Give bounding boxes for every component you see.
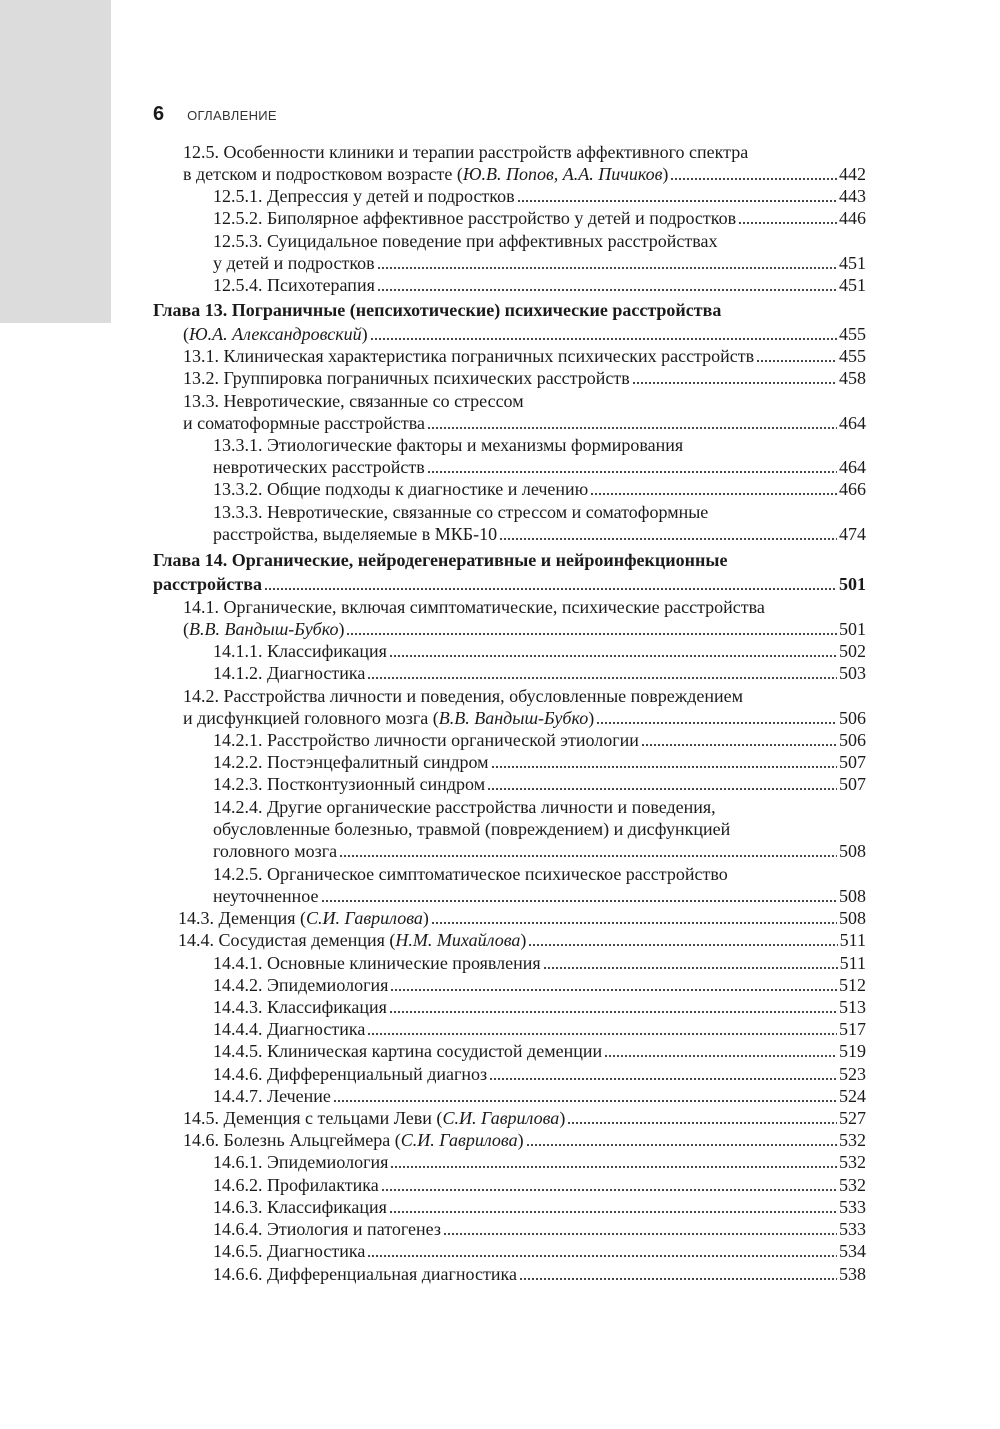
toc-author: В.В. Вандыш-Бубко: [438, 708, 589, 728]
toc-page-number: 533: [839, 1219, 866, 1239]
toc-entry: [183, 707, 866, 729]
dot-leader: [427, 470, 837, 474]
toc-entry: [213, 773, 866, 795]
toc-entry-text: 14.5. Деменция с тельцами Леви (С.И. Гаврилова): [183, 1108, 566, 1128]
toc-entry: [183, 618, 866, 640]
toc-entry-line: [183, 685, 866, 707]
dot-leader: [487, 787, 837, 791]
toc-entry: [178, 907, 866, 929]
toc-entry-text: 14.6. Болезнь Альцгеймера (С.И. Гаврилова): [183, 1130, 524, 1150]
toc-entry: [183, 163, 866, 185]
toc-entry: [213, 640, 866, 662]
toc-page-number: 527: [839, 1108, 866, 1128]
dot-leader: [641, 743, 837, 747]
toc-entry-text: 14.4.7. Лечение: [213, 1086, 331, 1106]
toc-entry: [213, 974, 866, 996]
toc-page-number: 506: [839, 730, 866, 750]
toc-page-number: 538: [839, 1264, 866, 1284]
toc-entry-text: 13.3.3. Невротические, связанные со стрессом и соматоформные: [213, 502, 709, 522]
running-head: ОГЛАВЛЕНИЕ: [187, 108, 277, 123]
toc-entry: [183, 1129, 866, 1151]
dot-leader: [339, 854, 837, 858]
toc-page-number: 458: [839, 368, 866, 388]
toc-entry: [213, 996, 866, 1018]
toc-page-number: 502: [839, 641, 866, 661]
dot-leader: [489, 1077, 837, 1081]
dot-leader: [381, 1188, 837, 1192]
toc-entry: [183, 345, 866, 367]
dot-leader: [427, 426, 837, 430]
toc-entry-text: неуточненное: [213, 886, 319, 906]
toc-page-number: 455: [839, 346, 866, 366]
dot-leader: [390, 1165, 837, 1169]
dot-leader: [443, 1232, 837, 1236]
dot-leader: [264, 587, 837, 591]
toc-entry: [213, 729, 866, 751]
toc-entry: [213, 1151, 866, 1173]
toc-entry-text: 14.6.1. Эпидемиология: [213, 1152, 389, 1172]
toc-entry-line: [213, 230, 866, 252]
toc-entry-text: невротических расстройств: [213, 457, 425, 477]
toc-page-number: 534: [839, 1241, 866, 1261]
toc-entry-text: 14.6.5. Диагностика: [213, 1241, 366, 1261]
toc-entry-line: [153, 299, 866, 321]
toc-entry-text: 14.4.1. Основные клинические проявления: [213, 953, 541, 973]
toc-entry-text: 14.4.6. Дифференциальный диагноз: [213, 1064, 488, 1084]
toc-entry: [213, 1218, 866, 1240]
toc-page-number: 533: [839, 1197, 866, 1217]
toc-entry-text: головного мозга: [213, 841, 338, 861]
toc-entry: [213, 456, 866, 478]
toc-entry: [213, 1018, 866, 1040]
toc-author: В.В. Вандыш-Бубко: [189, 619, 339, 639]
toc-author: С.И. Гаврилова: [306, 908, 423, 928]
toc-entry-line: [213, 796, 866, 818]
dot-leader: [367, 1254, 837, 1258]
toc-entry-text: расстройства, выделяемые в МКБ-10: [213, 524, 498, 544]
dot-leader: [367, 1032, 837, 1036]
toc-entry: [213, 252, 866, 274]
toc-entry: [213, 478, 866, 500]
toc-entry: [213, 751, 866, 773]
toc-page-number: 532: [839, 1130, 866, 1150]
toc-entry-text: 13.3.1. Этиологические факторы и механизмы формирования: [213, 435, 684, 455]
dot-leader: [590, 492, 837, 496]
toc-entry-line: [183, 141, 866, 163]
dot-leader: [499, 537, 837, 541]
toc-page-number: 524: [839, 1086, 866, 1106]
toc-entry: [213, 952, 866, 974]
toc-entry: [178, 929, 866, 951]
toc-page-number: 451: [839, 253, 866, 273]
toc-entry-line: [213, 818, 866, 840]
toc-entry-line: [183, 596, 866, 618]
toc-entry: [213, 885, 866, 907]
toc-entry-text: 14.4.2. Эпидемиология: [213, 975, 389, 995]
dot-leader: [528, 943, 837, 947]
toc-entry-text: 14.4.4. Диагностика: [213, 1019, 366, 1039]
toc-entry-text: 12.5.2. Биполярное аффективное расстройство у детей и подростков: [213, 208, 737, 228]
dot-leader: [389, 1210, 837, 1214]
dot-leader: [390, 988, 837, 992]
toc-entry: [213, 1063, 866, 1085]
toc-page-number: 474: [839, 524, 866, 544]
toc-entry-line: [213, 434, 866, 456]
toc-entry-text: (Ю.А. Александровский): [183, 324, 368, 344]
toc-entry: [213, 840, 866, 862]
toc-entry-text: 14.2.1. Расстройство личности органической этиологии: [213, 730, 639, 750]
toc-page-number: 517: [839, 1019, 866, 1039]
toc-page-number: 446: [839, 208, 866, 228]
dot-leader: [517, 199, 837, 203]
toc-entry-text: 14.6.6. Дифференциальная диагностика: [213, 1264, 517, 1284]
toc-entry: [213, 523, 866, 545]
toc-page-number: 442: [839, 164, 866, 184]
dot-leader: [604, 1054, 837, 1058]
dot-leader: [567, 1121, 837, 1125]
toc-entry: [213, 185, 866, 207]
toc-entry-text: (В.В. Вандыш-Бубко): [183, 619, 345, 639]
toc-author: С.И. Гаврилова: [442, 1108, 560, 1128]
toc-page-number: 513: [839, 997, 866, 1017]
toc-page-number: 501: [839, 574, 866, 594]
toc-page-number: 511: [839, 953, 866, 973]
dot-leader: [389, 654, 837, 658]
toc-page-number: 464: [839, 457, 866, 477]
dot-leader: [756, 359, 837, 363]
toc-page-number: 466: [839, 479, 866, 499]
toc-entry-text: расстройства: [153, 574, 262, 594]
toc-page-number: 511: [839, 930, 866, 950]
dot-leader: [491, 765, 837, 769]
toc-page-number: 443: [839, 186, 866, 206]
toc-entry-text: у детей и подростков: [213, 253, 375, 273]
toc-page-number: 507: [839, 774, 866, 794]
toc-entry-text: 14.1. Органические, включая симптоматические, психические расстройства: [183, 597, 765, 617]
toc-entry: [213, 1240, 866, 1262]
page-number: 6: [153, 103, 165, 125]
toc-page-number: 523: [839, 1064, 866, 1084]
toc-entry-text: Глава 13. Пограничные (непсихотические) психические расстройства: [153, 300, 722, 320]
toc-entry: [213, 1174, 866, 1196]
toc-page-number: 508: [839, 841, 866, 861]
toc-entry-text: 12.5.4. Психотерапия: [213, 275, 375, 295]
toc-entry: [213, 1196, 866, 1218]
toc-entry-text: 14.2.2. Постэнцефалитный синдром: [213, 752, 489, 772]
dot-leader: [321, 899, 838, 903]
dot-leader: [670, 177, 837, 181]
toc-page-number: 501: [839, 619, 866, 639]
toc-entry: [213, 1263, 866, 1285]
toc-author: Н.М. Михайлова: [395, 930, 521, 950]
toc-entry-text: 13.2. Группировка пограничных психических расстройств: [183, 368, 630, 388]
toc-entry-text: 14.2. Расстройства личности и поведения, обусловленные повреждением: [183, 686, 744, 706]
toc-entry-text: обусловленные болезнью, травмой (повреждением) и дисфункцией: [213, 819, 731, 839]
toc-entry-text: и соматоформные расстройства: [183, 413, 425, 433]
toc-entry: [213, 662, 866, 684]
toc-entry-text: 12.5.1. Депрессия у детей и подростков: [213, 186, 515, 206]
toc-page-number: 508: [839, 886, 866, 906]
dot-leader: [596, 721, 837, 725]
toc-entry-line: [153, 549, 866, 571]
dot-leader: [333, 1099, 837, 1103]
dot-leader: [389, 1010, 837, 1014]
toc-entry: [183, 1107, 866, 1129]
toc-page-number: 506: [839, 708, 866, 728]
toc-entry-line: [213, 863, 866, 885]
dot-leader: [346, 632, 837, 636]
toc-entry-text: 13.1. Клиническая характеристика пограничных психических расстройств: [183, 346, 755, 366]
dot-leader: [377, 288, 837, 292]
dot-leader: [377, 266, 837, 270]
toc-entry-text: и дисфункцией головного мозга (В.В. Вандыш-Бубко): [183, 708, 595, 728]
toc-author: Ю.А. Александровский: [189, 324, 362, 344]
toc-entry-text: 14.1.2. Диагностика: [213, 663, 366, 683]
toc-entry-text: 13.3. Невротические, связанные со стрессом: [183, 391, 524, 411]
toc-author: Ю.В. Попов, А.А. Пичиков: [462, 164, 663, 184]
toc-entry: [183, 323, 866, 345]
toc-entry-text: 14.2.4. Другие органические расстройства личности и поведения,: [213, 797, 716, 817]
toc-page-number: 532: [839, 1152, 866, 1172]
dot-leader: [431, 921, 837, 925]
toc-entry-text: Глава 14. Органические, нейродегенеративные и нейроинфекционные: [153, 550, 728, 570]
toc-entry-text: 14.4.5. Клиническая картина сосудистой деменции: [213, 1041, 603, 1061]
toc-entry-text: 13.3.2. Общие подходы к диагностике и лечению: [213, 479, 589, 499]
dot-leader: [526, 1143, 837, 1147]
dot-leader: [738, 221, 837, 225]
dot-leader: [543, 966, 838, 970]
toc-page-number: 451: [839, 275, 866, 295]
toc-entry: [213, 1040, 866, 1062]
toc-entry-text: 14.1.1. Классификация: [213, 641, 387, 661]
toc-entry-text: 14.6.4. Этиология и патогенез: [213, 1219, 441, 1239]
toc-entry-text: 12.5. Особенности клиники и терапии расстройств аффективного спектра: [183, 142, 749, 162]
dot-leader: [367, 676, 837, 680]
toc-entry: [183, 412, 866, 434]
toc-entry-text: 14.2.5. Органическое симптоматическое психическое расстройство: [213, 864, 728, 884]
toc-page-number: 519: [839, 1041, 866, 1061]
toc-page-number: 532: [839, 1175, 866, 1195]
toc-entry: [213, 1085, 866, 1107]
toc-entry-text: 12.5.3. Суицидальное поведение при аффективных расстройствах: [213, 231, 718, 251]
toc-entry-line: [183, 390, 866, 412]
toc-page-number: 507: [839, 752, 866, 772]
toc-entry-text: 14.6.3. Классификация: [213, 1197, 387, 1217]
dot-leader: [632, 381, 837, 385]
toc-entry: [213, 207, 866, 229]
toc-entry: [183, 367, 866, 389]
dot-leader: [370, 337, 837, 341]
toc-entry-line: [213, 501, 866, 523]
toc-page-number: 503: [839, 663, 866, 683]
toc-entry-text: 14.3. Деменция (С.И. Гаврилова): [178, 908, 429, 928]
toc-page-number: 455: [839, 324, 866, 344]
toc-entry-text: 14.4. Сосудистая деменция (Н.М. Михайлова): [178, 930, 527, 950]
toc-page-number: 464: [839, 413, 866, 433]
toc-page-number: 508: [839, 908, 866, 928]
toc-entry-text: 14.4.3. Классификация: [213, 997, 387, 1017]
toc-author: С.И. Гаврилова: [400, 1130, 518, 1150]
toc-entry-text: 14.6.2. Профилактика: [213, 1175, 379, 1195]
toc-entry: [213, 274, 866, 296]
toc-entry: [153, 573, 866, 595]
toc-page-number: 512: [839, 975, 866, 995]
dot-leader: [519, 1277, 837, 1281]
toc-entry-text: в детском и подростковом возрасте (Ю.В. Попов, А.А. Пичиков): [183, 164, 669, 184]
toc-entry-text: 14.2.3. Постконтузионный синдром: [213, 774, 486, 794]
